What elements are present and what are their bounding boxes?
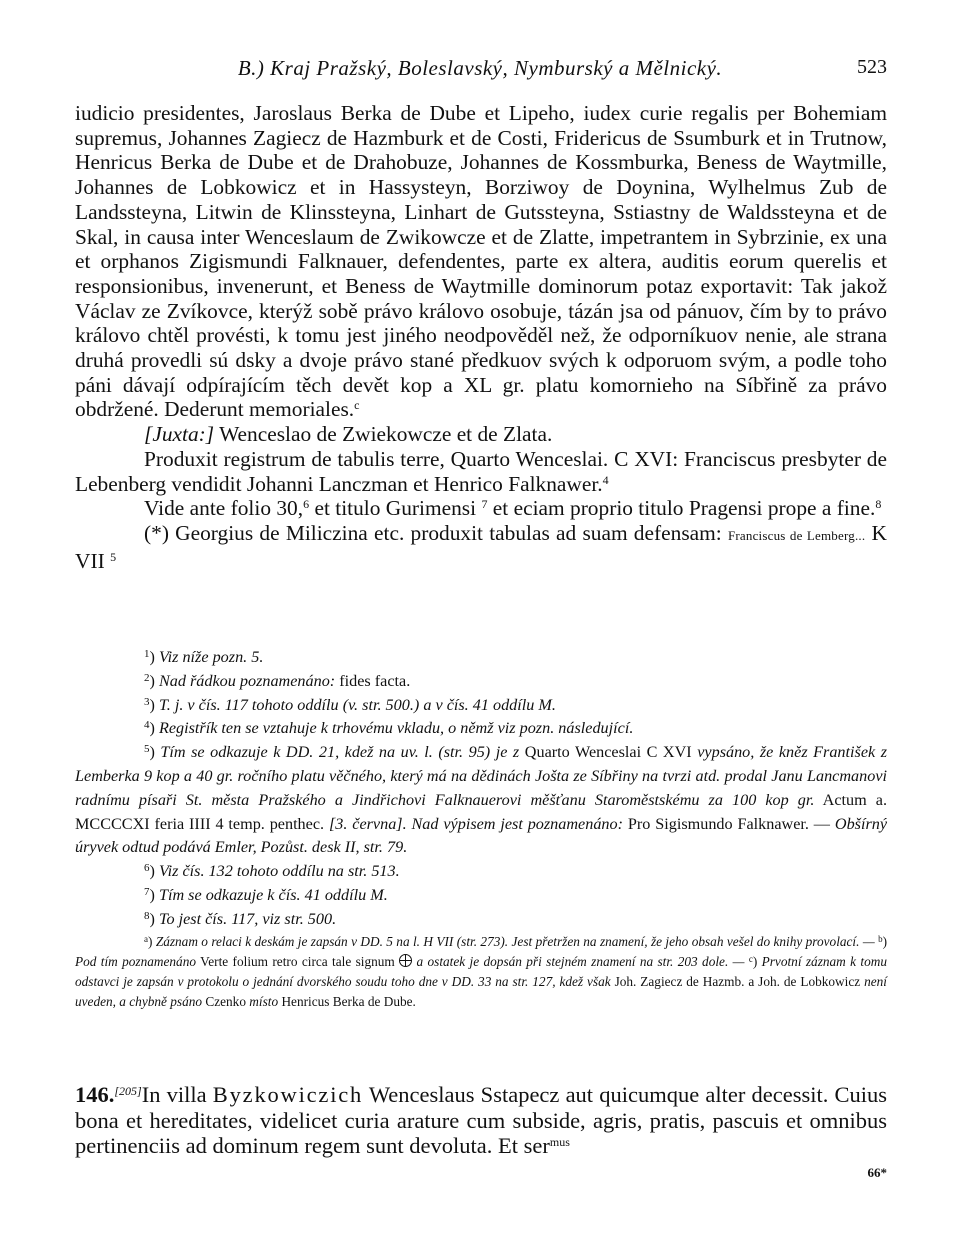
entry-number: 146. bbox=[75, 1082, 115, 1107]
footnote-1: $^1$) Viz níže pozn. 5. bbox=[144, 648, 264, 666]
footnote-6: $^6$) Viz čís. 132 tohoto oddílu na str. 513. bbox=[144, 862, 400, 881]
footnote-b-text: Verte folium retro circa tale signum bbox=[200, 953, 395, 969]
footnote-c-note: není uveden, a chybně psáno bbox=[75, 973, 887, 1010]
footnote-7: $^7$) Tím se odkazuje k čís. 41 oddílu M. bbox=[144, 885, 388, 904]
footnote-2-text: fides facta. bbox=[339, 671, 411, 690]
footnote-ref-6: 6 bbox=[303, 497, 310, 512]
footnote-c-henricus: Henricus Berka de Dube. bbox=[281, 994, 416, 1010]
paragraph-georgius bbox=[75, 521, 887, 573]
footnote-5-text-f: Pro Sigismundo Falknawer. — bbox=[627, 814, 830, 833]
entry-village-name: Byzkowiczich bbox=[212, 1082, 364, 1107]
paragraph-registrum bbox=[75, 447, 887, 496]
footnote-ref-8: 8 bbox=[875, 497, 882, 512]
footnote-3-number: 3 bbox=[144, 695, 150, 708]
vide-text-b: et titulo Gurimensi bbox=[314, 496, 477, 521]
footnote-5-text-e: [3. června]. Nad výpisem jest poznamenáno: bbox=[328, 814, 624, 833]
footnote-5-text-d: Actum a. MCCCCXI feria IIII 4 temp. penthec. bbox=[75, 790, 887, 833]
footnote-b-italic: Pod tím poznamenáno bbox=[75, 953, 197, 969]
vide-text-a: Vide ante folio 30, bbox=[144, 496, 304, 521]
entry-text-b: Wenceslaus Sstapecz aut quicumque alter decessit. Cuius bona et hereditates, videlicet curia arature cum subside, agris, pratis, pascuis et omnibus pertinenciis ad dominum regem sunt devoluta. Et ser bbox=[75, 1082, 888, 1158]
footnote-5-text-g: Obšírný úryvek odtud podává Emler, Pozůst. desk II, str. 79. bbox=[75, 814, 888, 857]
footnote-ref-7: 7 bbox=[481, 497, 488, 512]
cross-circle-signum-icon bbox=[399, 954, 412, 967]
judgment-text: iudicio presidentes, Jaroslaus Berka de Dube et Lipeho, iudex curie regalis per Bohemiam supremus, Johannes Zagiecz de Hazmburk et de Costi, Fridericus de Ssumburk et in Trutnow, Henricus Berka de Dube et de Drahobuze, Johannes de Kossmburka, Beness de Waytmille, Johannes de Lobkowicz et in Hassysteyn, Borziwoy de Doynina, Wylhelmus Zub de Landssteyna, Litwin de Klinssteyna, Linhart de Gutssteyna, Sstiastny de Waldssteyna et de Skal, in causa inter Wenceslaum de Zwikowcze et de Zlatte, impetrantem in Sybrzinie, ex una et orphanos Zigismundi Falknauer, defendentes, parte ex altera, auditis eorum querelis et responsionibus, invenerunt, et Beness de Waytmille dominorum potaz exportavit: Tak jakož Václav ze Zvíkovce, kterýž sobě právo královo osobuje, tázán jsa od pánuov, čím by to právo královo chtěl provésti, k tomu jest jiného neodpověděl než, že odporníkuov nenie, ale strana druhá provedli sú dsky a dvoje právo stané předkuov svých k odporuom svým, a podle toho páni dávají odpírajícím těch devět kop a XL gr. platu komornieho na Síbřině za právo obdržené. Dederunt memoriales. bbox=[75, 101, 887, 422]
footnote-2-italic: Nad řádkou poznamenáno: bbox=[158, 671, 336, 690]
footnote-a-letter: a bbox=[144, 933, 148, 944]
signature-mark: 66* bbox=[867, 1165, 887, 1180]
registrum-text: Produxit registrum de tabulis terre, Quarto Wenceslai. C XVI: Franciscus presbyter de Lebenberg vendidit Johanni Lanczman et Henrico Falknawer. bbox=[75, 446, 887, 496]
footnote-5-text-c: vypsáno, že kněz František z Lemberka 9 kop a 40 gr. ročního platu věčného, který má na dědinách Jošta ze Síbřiny na tvrzi atd. prodal Janu Lancmanovi radnímu písaři St. města Pražského a Jindřichovi Falknauerovi měšťanu Staroměstskému za 100 kop gr. bbox=[75, 743, 888, 809]
juxta-text: Wenceslao de Zwiekowcze et de Zlata. bbox=[219, 422, 553, 447]
footnote-2: $^2$) Nad řádkou poznamenáno: fides facta. bbox=[144, 671, 411, 690]
footnote-8: $^8$) To jest čís. 117, viz str. 500. bbox=[144, 909, 337, 928]
georgius-text: (*) Georgius de Miliczina etc. produxit tabulas ad suam defensam: bbox=[144, 520, 722, 545]
footnote-c-text: Prvotní záznam k tomu odstavci je zapsán v protokolu o jednání dvorského soudu toho dne v DD. 33 na str. 127, kdež však bbox=[75, 953, 887, 989]
footnote-a-text: Záznam o relaci k deskám je zapsán v DD. 5 na l. H VII (str. 273). Jest přetržen na znamení, že jeho obsah vešel do knihy provolací. — bbox=[155, 933, 875, 949]
vide-text-c: et eciam proprio titulo Pragensi prope a fine. bbox=[492, 496, 876, 521]
entry-folio-ref: [205] bbox=[114, 1084, 142, 1098]
footnote-ref-4: 4 bbox=[602, 472, 609, 487]
footnote-b-rest: a ostatek je dopsán při stejném znamení na str. 203 dole. — bbox=[416, 953, 745, 969]
footnote-1-text: Viz níže pozn. 5. bbox=[158, 648, 264, 666]
header-title: B.) Kraj Pražský, Boleslavský, Nymburský a Mělnický. bbox=[237, 56, 723, 80]
footnote-2-number: 2 bbox=[144, 671, 150, 684]
paragraph-judgment bbox=[75, 101, 887, 422]
footnote-6-number: 6 bbox=[144, 862, 150, 875]
footnote-ref-c: c bbox=[354, 398, 360, 413]
footnote-6-text: Viz čís. 132 tohoto oddílu na str. 513. bbox=[158, 862, 400, 881]
entry-abbrev-sup: mus bbox=[549, 1135, 570, 1149]
footnote-5-number: 5 bbox=[144, 743, 150, 756]
footnote-ref-5: 5 bbox=[110, 549, 117, 564]
entry-paragraph bbox=[75, 1082, 887, 1159]
paragraph-juxta bbox=[75, 422, 887, 447]
footnote-c-misto: místo bbox=[249, 994, 279, 1010]
footnote-a: $^a$) Záznam o relaci k deskám je zapsán v DD. 5 na l. H VII (str. 273). Jest přetržen na znamení, že jeho obsah vešel do knihy provolací. — $^b$) Pod tím poznamenáno Verte folium retro circa tale signum a ostatek je dopsán při stejném znamení na str. 203 dole. — $^c$) Prvotní záznam k tomu odstavci je zapsán v protokolu o jednání dvorského soudu toho dne v DD. 33 na str. 127, kdež však Joh. Zagiecz de Hazmb. a Joh. de Lobkowicz není uveden, a chybně psáno Czenko místo Henricus Berka de Dube. bbox=[75, 933, 887, 1010]
footnote-5-text-a: Tím se odkazuje k DD. 21, kdež na uv. l. (str. 95) je z bbox=[160, 743, 520, 762]
footnote-4-text: Registřík ten se vztahuje k trhovému vkladu, o němž viz pozn. následující. bbox=[158, 719, 634, 738]
paragraph-vide bbox=[75, 496, 887, 521]
footnote-5-text-b: Quarto Wenceslai C XVI bbox=[524, 743, 692, 762]
footnote-4-number: 4 bbox=[144, 719, 150, 732]
footnote-b-letter: b bbox=[878, 933, 883, 944]
footnotes bbox=[75, 646, 887, 1012]
entry-146 bbox=[75, 1082, 887, 1159]
footnote-c-czenko: Czenko bbox=[205, 994, 246, 1010]
footnote-1-number: 1 bbox=[144, 648, 150, 660]
footnote-3: $^3$) T. j. v čís. 117 tohoto oddílu (v. str. 500.) a v čís. 41 oddílu M. bbox=[144, 695, 556, 714]
running-header bbox=[0, 56, 960, 86]
footnote-c-letter: c bbox=[748, 953, 753, 964]
georgius-kvii: K VII bbox=[75, 520, 887, 573]
footnote-7-number: 7 bbox=[144, 885, 150, 898]
georgius-small-text: Franciscus de Lemberg... bbox=[727, 527, 866, 543]
footnote-8-text: To jest čís. 117, viz str. 500. bbox=[158, 909, 337, 928]
footnote-3-text: T. j. v čís. 117 tohoto oddílu (v. str. 500.) a v čís. 41 oddílu M. bbox=[158, 695, 556, 714]
footnote-c-names: Joh. Zagiecz de Hazmb. a Joh. de Lobkowicz bbox=[614, 973, 861, 989]
entry-text-a: In villa bbox=[141, 1082, 207, 1107]
footnote-4: $^4$) Registřík ten se vztahuje k trhovému vkladu, o němž viz pozn. následující. bbox=[144, 719, 634, 738]
main-text bbox=[75, 101, 887, 573]
juxta-label: [Juxta:] bbox=[144, 422, 215, 447]
page-number: 523 bbox=[857, 56, 887, 78]
footnote-8-number: 8 bbox=[144, 909, 150, 922]
footnote-5: $^5$) Tím se odkazuje k DD. 21, kdež na uv. l. (str. 95) je z Quarto Wenceslai C XVI vypsáno, že kněz František z Lemberka 9 kop a 40 gr. ročního platu věčného, který má na dědinách Jošta ze Síbřiny na tvrzi atd. prodal Janu Lancmanovi radnímu písaři St. města Pražského a Jindřichovi Falknauerovi měšťanu Staroměstskému za 100 kop gr. Actum a. MCCCCXI feria IIII 4 temp. penthec. [3. června]. Nad výpisem jest poznamenáno: Pro Sigismundo Falknawer. — Obšírný úryvek odtud podává Emler, Pozůst. desk II, str. 79. bbox=[75, 743, 888, 857]
footnote-7-text: Tím se odkazuje k čís. 41 oddílu M. bbox=[158, 885, 388, 904]
